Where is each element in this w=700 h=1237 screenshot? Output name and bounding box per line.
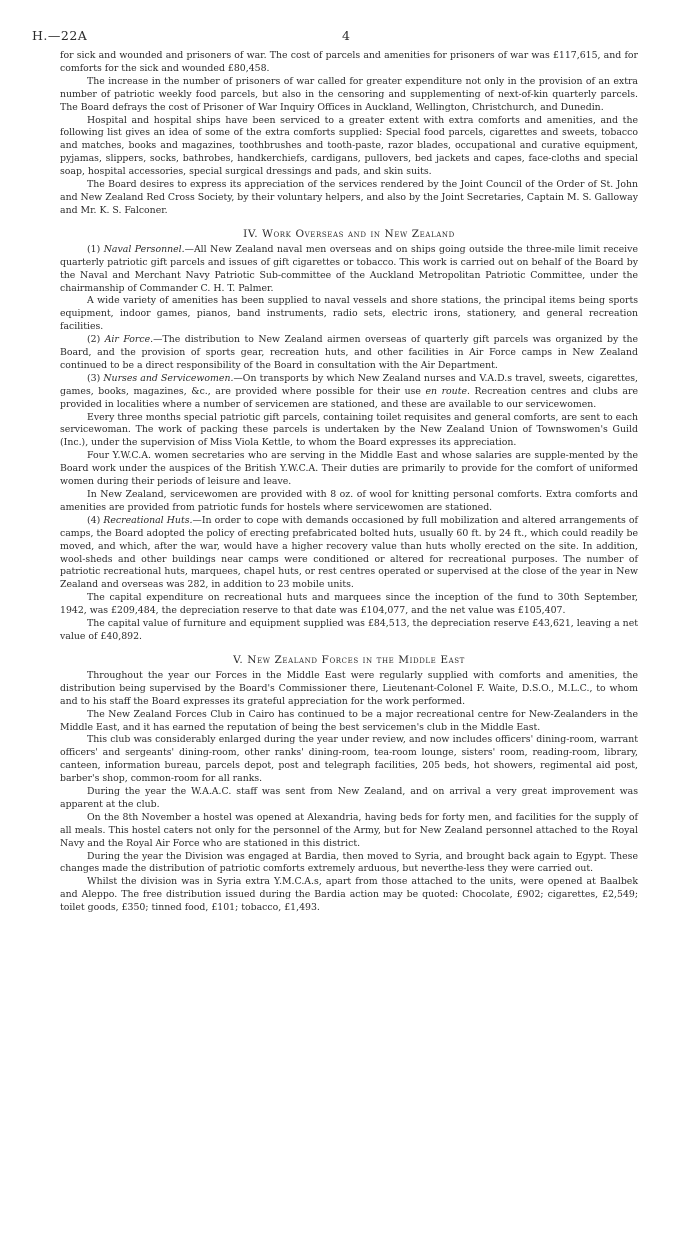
paragraph: for sick and wounded and prisoners of war. The cost of parcels and amenities for prisoners of war was £117,615, and for comforts for the sick and wounded £80,458. <box>60 50 638 74</box>
paragraph-naval-personnel <box>60 244 638 296</box>
section-heading-iv: IV. Work Overseas and in New Zealand <box>243 227 455 240</box>
paragraph: During the year the W.A.A.C. staff was sent from New Zealand, and on arrival a very great improvement was apparent at the club. <box>60 786 638 810</box>
paragraph-text: —The distribution to New Zealand airmen overseas of quarterly gift parcels was organized by the Board, and the provision of sports gear, recreation huts, and other facilities in Air Force camps in New Zealand continued to be a direct responsibility of the Board in consultation with the Air Department. <box>60 334 638 371</box>
subheading: Nurses and Servicewomen. <box>103 372 234 384</box>
section-heading-v: V. New Zealand Forces in the Middle East <box>233 653 465 666</box>
document-page <box>32 28 639 915</box>
subheading: Naval Personnel. <box>103 243 185 255</box>
paragraph-text: —All New Zealand naval men overseas and on ships going outside the three-mile limit receive quarterly patriotic gift parcels and issues of gift cigarettes or tobacco. This work is carried out on behalf of the Board by the Naval and Merchant Navy Patriotic Sub-committee of the Auckland Metropolitan Patriotic Committee, under the chairmanship of Commander C. H. T. Palmer. <box>60 243 638 294</box>
item-number: (1) <box>87 243 104 255</box>
paragraph: The Board desires to express its appreciation of the services rendered by the Joint Council of the Order of St. John and New Zealand Red Cross Society, by their voluntary helpers, and also by the Joint Secretaries, Captain M. S. Galloway and Mr. K. S. Falconer. <box>60 179 638 216</box>
paragraph: The increase in the number of prisoners of war called for greater expenditure not only in the provision of an extra number of patriotic weekly food parcels, but also in the censoring and supplementing of next-of-kin quarterly parcels. The Board defrays the cost of Prisoner of War Inquiry Offices in Auckland, Wellington, Christchurch, and Dunedin. <box>60 75 638 113</box>
paragraph-air-force <box>60 334 638 373</box>
paragraph-nurses <box>60 373 638 412</box>
paragraph: A wide variety of amenities has been supplied to naval vessels and shore stations, the principal items being sports equipment, indoor games, pianos, band instruments, radio sets, electric irons, stationery, and general recreation facilities. <box>60 295 638 333</box>
paragraph: Throughout the year our Forces in the Middle East were regularly supplied with comforts and amenities, the distribution being supervised by the Board's Commissioner there, Lieutenant-Colonel F. Waite, D.S.O., M.L.C., to whom and to his staff the Board expresses its grateful appreciation for the work performed. <box>60 669 638 707</box>
page-number: 4 <box>342 28 351 43</box>
item-number: (2) <box>87 334 105 346</box>
paragraph: Hospital and hospital ships have been serviced to a greater extent with extra comforts and amenities, and the following list gives an idea of some of the extra comforts supplied: Special food parcels, cigarettes and sweets, tobacco and matches, books and magazines, toothbrushes and tooth-paste, razor blades, occupational and curative equipment, pyjamas, slippers, socks, bathrobes, handkerchiefs, cardigans, pullovers, bed jackets and capes, face-cloths and special soap, hospital accessories, special surgical dressings and pads, and skin suits. <box>60 114 638 178</box>
paragraph: On the 8th November a hostel was opened at Alexandria, having beds for forty men, and facilities for the supply of all meals. This hostel caters not only for the personnel of the Army, but for New Zealand personnel attached to the Royal Navy and the Royal Air Force who are stationed in this district. <box>60 811 638 849</box>
item-number: (4) <box>87 514 104 526</box>
paragraph: Every three months special patriotic gift parcels, containing toilet requisites and general comforts, are sent to each servicewoman. The work of packing these parcels is undertaken by the New Zealand Union of Townswomen's Guild (Inc.), under the supervision of Miss Viola Kettle, to whom the Board expresses its appreciation. <box>60 411 638 449</box>
paragraph: This club was considerably enlarged during the year under review, and now includes officers' dining-room, warrant officers' and sergeants' dining-room, other ranks' dining-room, tea-room lounge, sisters' room, reading-room, library, canteen, information bureau, parcels depot, post and telegraph facilities, 205 beds, hot showers, regimental aid post, barber's shop, common-room for all ranks. <box>60 734 638 785</box>
subheading: Recreational Huts. <box>103 514 193 526</box>
paragraph: The capital value of furniture and equipment supplied was £84,513, the depreciation reserve £43,621, leaving a net value of £40,892. <box>60 618 638 642</box>
item-number: (3) <box>87 372 104 384</box>
paragraph: The New Zealand Forces Club in Cairo has continued to be a major recreational centre for New-Zealanders in the Middle East, and it has earned the reputation of being the best servicemen's club in the Middle East. <box>60 708 638 733</box>
paragraph-text: Recreation centres and clubs are provided in localities where a number of servicemen are stationed, and these are available to our servicewomen. <box>60 385 638 410</box>
paragraph: The capital expenditure on recreational huts and marquees since the inception of the fund to 30th September, 1942, was £209,484, the depreciation reserve to that date was £104,077, and the net value was £105,407. <box>60 592 638 617</box>
running-header <box>32 28 638 50</box>
paragraph: Whilst the division was in Syria extra Y.M.C.A.s, apart from those attached to the units, were opened at Baalbek and Aleppo. The free distribution issued during the Bardia action may be quoted: Chocolate, £902; cigarettes, £2,549; toilet goods, £350; tinned food, £101; tobacco, £1,493. <box>60 876 638 914</box>
italic-phrase: en route. <box>425 385 470 397</box>
paragraph: During the year the Division was engaged at Bardia, then moved to Syria, and brought back again to Egypt. These changes made the distribution of patriotic comforts extremely arduous, but neverthe-less they were carried out. <box>60 850 638 875</box>
paragraph-recreational-huts <box>60 515 638 592</box>
document-reference: H.—22A <box>32 28 88 43</box>
paragraph-text: —In order to cope with demands occasioned by full mobilization and altered arrangements of camps, the Board adopted the policy of erecting prefabricated bolted huts, usually 60 ft. by 24 ft., which could readily be moved, and which, after the war, would have a higher recovery value than huts wholly erected on the site. In addition, wool-sheds and other buildings near camps were conditioned or altered for recreational purposes. The number of patriotic recreational huts, marquees, chapel huts, or rest centres operated or supervised at the close of the year in New Zealand and overseas was 282, in addition to 23 mobile units. <box>60 514 639 591</box>
paragraph-text: —On transports by which New Zealand nurses and V.A.D.s travel, sweets, cigarettes, games, books, magazines, &c., are provided where possible for their use <box>60 372 638 397</box>
subheading: Air Force. <box>104 334 154 346</box>
paragraph: Four Y.W.C.A. women secretaries who are serving in the Middle East and whose salaries are supple-mented by the Board work under the auspices of the British Y.W.C.A. Their duties are primarily to provide for the comfort of uniformed women during their periods of leisure and leave. <box>60 450 638 488</box>
paragraph: In New Zealand, servicewomen are provided with 8 oz. of wool for knitting personal comforts. Extra comforts and amenities are provided from patriotic funds for hostels where servicewomen are stationed. <box>60 489 638 513</box>
